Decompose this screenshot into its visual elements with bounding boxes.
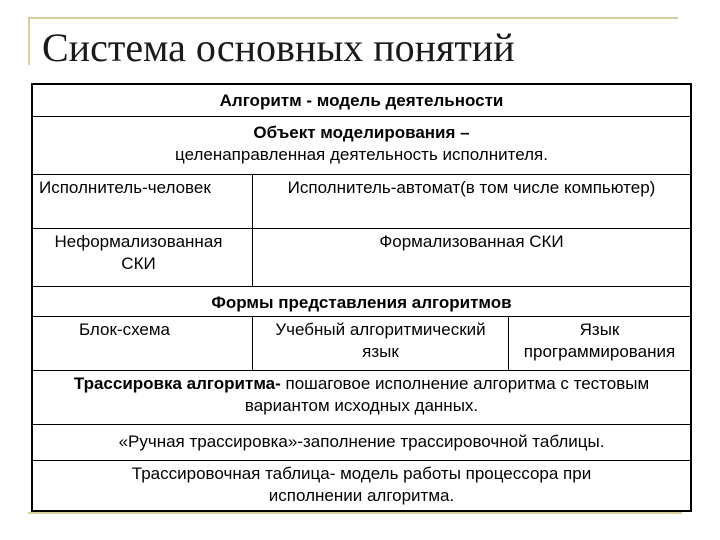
- manual-tracing-cell: «Ручная трассировка»-заполнение трассировочной таблицы.: [118, 432, 605, 451]
- frame-top-line: [28, 17, 678, 19]
- object-title: Объект моделирования –: [253, 123, 470, 142]
- frame-left-line: [28, 17, 30, 65]
- executor-human: Исполнитель-человек: [33, 175, 253, 228]
- tracing-definition: пошаговое исполнение алгоритма с тестовым вариантом исходных данных.: [244, 374, 650, 415]
- table-row-algorithm: [33, 85, 690, 117]
- formal-ski: Формализованная СКИ: [379, 232, 564, 251]
- table-row-tracing: [33, 371, 690, 425]
- slide-title: Система основных понятий: [42, 25, 515, 70]
- algorithm-header: Алгоритм - модель деятельности: [219, 91, 504, 110]
- executor-automatic: Исполнитель-автомат(в том числе компьютер): [287, 178, 656, 197]
- table-row-manual-tracing: [33, 425, 690, 461]
- table-row-forms: [33, 287, 690, 317]
- informal-ski: Неформализованная СКИ: [33, 229, 253, 286]
- table-row-ski: [33, 229, 690, 287]
- table-row-trace-table: [33, 461, 690, 510]
- programming-language-cell: Язык программирования: [523, 320, 676, 361]
- object-description: целенаправленная деятельность исполнителя.: [175, 145, 548, 164]
- frame-bottom-line: [28, 512, 682, 514]
- tracing-cell: [33, 371, 690, 424]
- educational-language-cell: Учебный алгоритмический язык: [253, 317, 509, 370]
- flowchart-cell: Блок-схема: [33, 317, 253, 370]
- trace-table-cell: Трассировочная таблица- модель работы процессора при исполнении алгоритма.: [131, 464, 592, 505]
- object-cell: [33, 117, 690, 174]
- tracing-term: Трассировка алгоритма-: [73, 374, 281, 393]
- table-row-executors: [33, 175, 690, 229]
- table-row-representations: [33, 317, 690, 371]
- table-row-object: [33, 117, 690, 175]
- concepts-table: [31, 83, 692, 512]
- forms-header: Формы представления алгоритмов: [211, 293, 512, 312]
